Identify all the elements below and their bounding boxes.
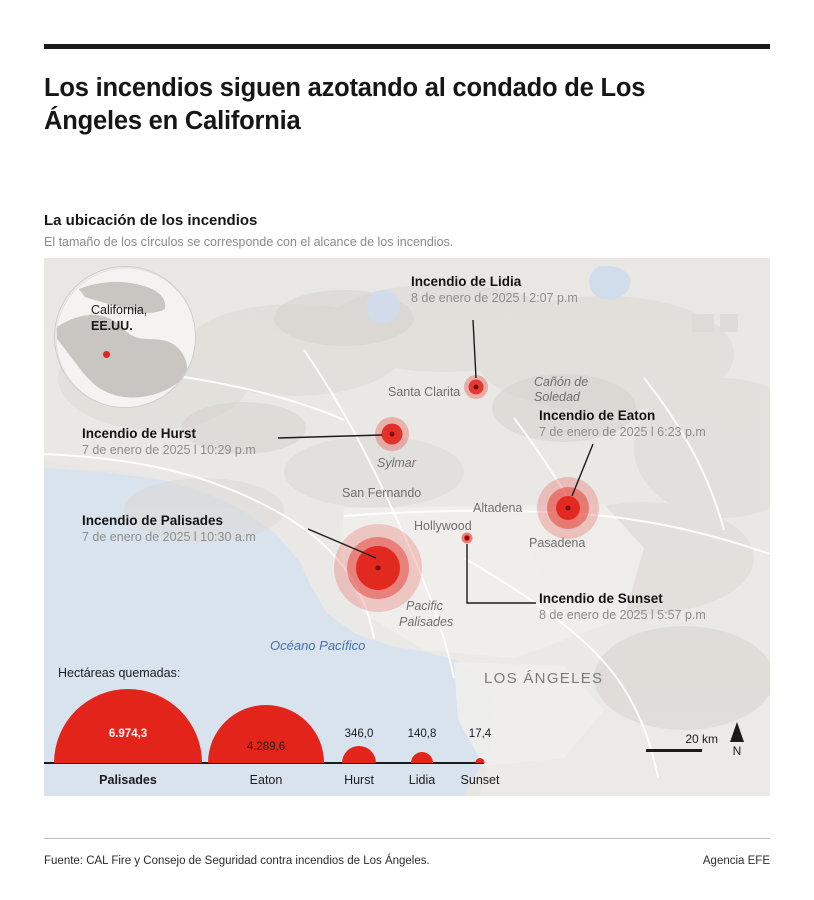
callout-datetime-lidia: 8 de enero de 2025 l 2:07 p.m (411, 291, 578, 305)
map-scale-label: 20 km (685, 732, 718, 746)
chart-label-eaton: Eaton (249, 773, 283, 787)
city-label-pacific: Pacific (406, 599, 443, 613)
section-description: El tamaño de los círculos se corresponde con el alcance de los incendios. (44, 235, 454, 249)
fire-marker-hurst[interactable] (374, 416, 410, 452)
north-arrow-label: N (732, 744, 742, 758)
city-label-hollywood: Hollywood (414, 519, 472, 533)
chart-label-lidia: Lidia (408, 773, 436, 787)
callout-title-eaton: Incendio de Eaton (539, 408, 656, 423)
callout-hurst (82, 426, 256, 457)
city-label-sylmar: Sylmar (377, 456, 416, 470)
inset-label-line2: EE.UU. (91, 318, 133, 333)
page-title: Los incendios siguen azotando al condado de Los Ángeles en California (44, 74, 646, 135)
chart-label-sunset: Sunset (460, 773, 500, 787)
north-arrow-shape (730, 722, 744, 742)
fire-location-map[interactable] (44, 258, 770, 796)
city-label-palisades: Palisades (399, 615, 454, 629)
chart-label-hurst: Hurst (344, 773, 374, 787)
callout-sunset (539, 591, 706, 622)
chart-semicircle-eaton[interactable] (208, 705, 324, 763)
fire-core (376, 566, 381, 571)
fire-marker-lidia[interactable] (463, 374, 489, 400)
city-label-santa-clarita: Santa Clarita (388, 385, 461, 399)
fire-core (474, 385, 479, 390)
north-arrow-icon (730, 722, 744, 758)
city-label-san-fernando: San Fernando (342, 486, 422, 500)
bottom-rule (44, 838, 770, 839)
section-title: La ubicación de los incendios (44, 212, 258, 229)
locator-inset-map (54, 266, 196, 408)
agency-credit: Agencia EFE (702, 855, 770, 867)
top-rule (44, 44, 770, 49)
callout-datetime-palisades: 7 de enero de 2025 l 10:30 a.m (82, 530, 256, 544)
callout-datetime-eaton: 7 de enero de 2025 l 6:23 p.m (539, 425, 706, 439)
callout-title-lidia: Incendio de Lidia (411, 274, 522, 289)
callout-title-hurst: Incendio de Hurst (82, 426, 197, 441)
inset-label-line1: California, (91, 303, 148, 317)
callout-datetime-hurst: 7 de enero de 2025 l 10:29 p.m (82, 443, 256, 457)
fire-marker-eaton[interactable] (536, 476, 600, 540)
fire-core (465, 536, 469, 540)
chart-value-sunset: 17,4 (468, 728, 492, 740)
chart-value-palisades: 6.974,3 (108, 728, 148, 740)
city-label-canon-de-soledad-1: Cañón de (534, 375, 589, 389)
chart-value-hurst: 346,0 (344, 728, 374, 740)
chart-value-eaton: 4.289,6 (246, 741, 286, 753)
ocean-label: Océano Pacífico (270, 638, 366, 653)
chart-value-lidia: 140,8 (407, 728, 437, 740)
city-label-canon-de-soledad-2: Soledad (534, 390, 580, 404)
source-note: Fuente: CAL Fire y Consejo de Seguridad contra incendios de Los Ángeles. (44, 855, 430, 867)
callout-lidia (411, 274, 578, 305)
chart-semicircle-sunset[interactable] (476, 758, 485, 763)
callout-eaton (539, 408, 706, 439)
chart-semicircle-hurst[interactable] (342, 746, 376, 763)
fire-core (390, 432, 395, 437)
chart-title: Hectáreas quemadas: (58, 666, 181, 680)
chart-semicircle-palisades[interactable] (54, 689, 202, 763)
chart-label-palisades: Palisades (99, 773, 157, 787)
city-label-altadena: Altadena (473, 501, 523, 515)
fire-marker-palisades[interactable] (332, 522, 424, 614)
inset-location-dot (103, 351, 110, 358)
inset-label (91, 303, 147, 334)
fire-core (566, 506, 571, 511)
callout-title-sunset: Incendio de Sunset (539, 591, 663, 606)
city-label-los-angeles: LOS ÁNGELES (484, 670, 604, 687)
callout-palisades (82, 513, 256, 544)
callout-title-palisades: Incendio de Palisades (82, 513, 224, 528)
inset-globe-graphic (55, 267, 196, 408)
callout-datetime-sunset: 8 de enero de 2025 l 5:57 p.m (539, 608, 706, 622)
chart-semicircle-lidia[interactable] (411, 752, 433, 763)
burned-hectares-chart (44, 688, 770, 796)
fire-marker-sunset[interactable] (461, 532, 473, 544)
map-scale-bar (646, 749, 702, 752)
city-label-pasadena: Pasadena (529, 536, 586, 550)
